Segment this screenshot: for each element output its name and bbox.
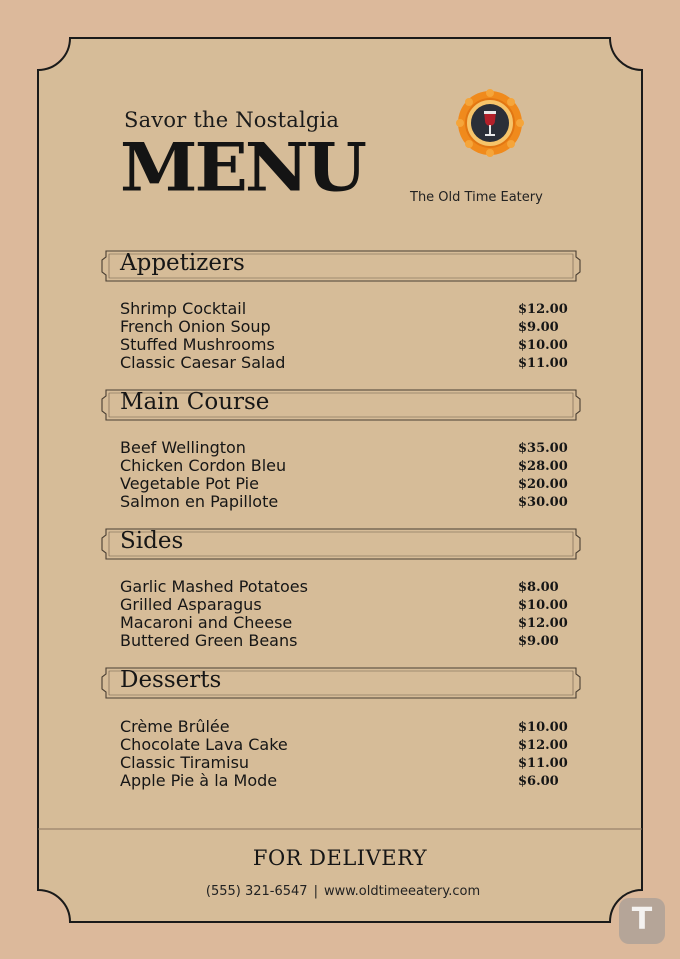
menu-item [120, 754, 568, 772]
section-banner-desserts [100, 662, 582, 704]
menu-item [120, 772, 568, 790]
item-name: Beef Wellington [120, 438, 246, 457]
item-price: $12.00 [518, 738, 568, 753]
section-title: Appetizers [120, 250, 245, 276]
watermark-letter: T [631, 902, 653, 937]
item-price: $35.00 [518, 441, 568, 456]
item-name: French Onion Soup [120, 317, 271, 336]
menu-item [120, 354, 568, 372]
menu-item [120, 632, 568, 650]
section-items-desserts [120, 718, 568, 790]
item-price: $6.00 [518, 774, 559, 789]
page-title: MENU [120, 128, 364, 207]
section-banner-sides [100, 523, 582, 565]
section-title: Sides [120, 528, 184, 554]
menu-item [120, 300, 568, 318]
item-price: $30.00 [518, 495, 568, 510]
menu-item [120, 336, 568, 354]
item-name: Stuffed Mushrooms [120, 335, 275, 354]
item-name: Buttered Green Beans [120, 631, 298, 650]
item-name: Macaroni and Cheese [120, 613, 293, 632]
section-items-main-course [120, 439, 568, 511]
item-name: Classic Caesar Salad [120, 353, 286, 372]
item-price: $9.00 [518, 634, 559, 649]
menu-item [120, 596, 568, 614]
website-link[interactable]: www.oldtimeeatery.com [323, 884, 481, 899]
item-price: $12.00 [518, 616, 568, 631]
item-name: Grilled Asparagus [120, 595, 262, 614]
section-banner-appetizers [100, 245, 582, 287]
wine-glass-badge-icon [456, 89, 524, 157]
item-price: $10.00 [518, 338, 568, 353]
item-price: $20.00 [518, 477, 568, 492]
item-price: $8.00 [518, 580, 559, 595]
restaurant-name: The Old Time Eatery [410, 190, 543, 205]
menu-item [120, 736, 568, 754]
item-price: $12.00 [518, 302, 568, 317]
item-name: Garlic Mashed Potatoes [120, 577, 308, 596]
section-title: Main Course [120, 389, 270, 415]
menu-item [120, 493, 568, 511]
contact-separator: | [313, 884, 318, 899]
menu-item [120, 614, 568, 632]
delivery-heading: FOR DELIVERY [252, 846, 428, 870]
item-name: Salmon en Papillote [120, 492, 279, 511]
item-price: $10.00 [518, 720, 568, 735]
item-name: Apple Pie à la Mode [120, 771, 278, 790]
menu-item [120, 457, 568, 475]
item-price: $11.00 [518, 756, 568, 771]
item-name: Chocolate Lava Cake [120, 735, 288, 754]
menu-item [120, 718, 568, 736]
menu-item [120, 318, 568, 336]
item-name: Classic Tiramisu [120, 753, 250, 772]
item-price: $10.00 [518, 598, 568, 613]
tagline: Savor the Nostalgia [124, 108, 340, 132]
section-title: Desserts [120, 667, 222, 693]
menu-item [120, 439, 568, 457]
section-items-sides [120, 578, 568, 650]
item-name: Shrimp Cocktail [120, 299, 247, 318]
item-price: $11.00 [518, 356, 568, 371]
item-price: $9.00 [518, 320, 559, 335]
item-name: Crème Brûlée [120, 717, 230, 736]
item-name: Chicken Cordon Bleu [120, 456, 287, 475]
section-items-appetizers [120, 300, 568, 372]
menu-item [120, 578, 568, 596]
item-name: Vegetable Pot Pie [120, 474, 259, 493]
template-badge-icon [619, 898, 665, 944]
section-banner-main-course [100, 384, 582, 426]
menu-item [120, 475, 568, 493]
phone-number: (555) 321-6547 [205, 884, 308, 899]
contact-line [0, 884, 680, 899]
item-price: $28.00 [518, 459, 568, 474]
